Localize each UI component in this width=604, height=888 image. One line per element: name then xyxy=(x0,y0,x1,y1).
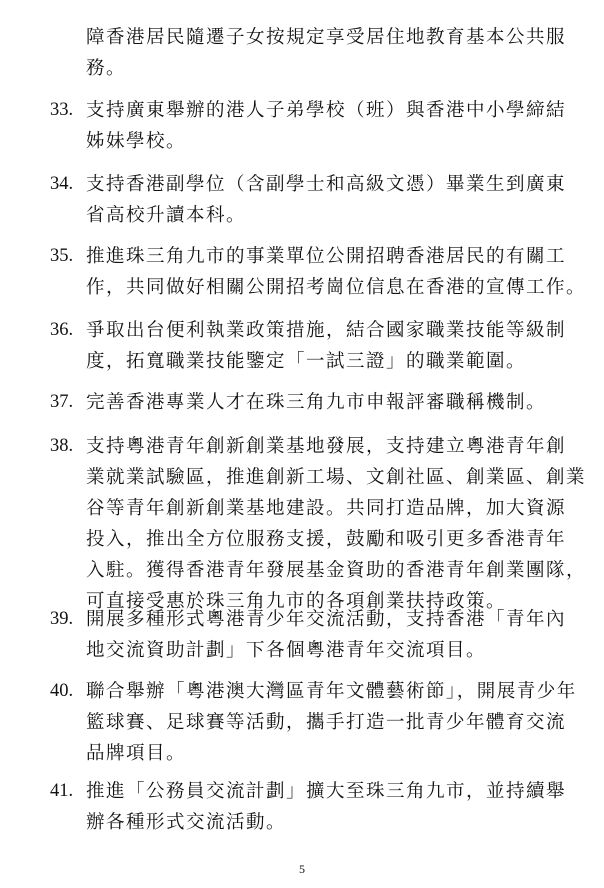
text-line: 度，拓寬職業技能鑒定「一試三證」的職業範圍。 xyxy=(86,351,527,372)
text-line: 品牌項目。 xyxy=(86,743,187,764)
continued-paragraph xyxy=(86,22,574,84)
text-line: 谷等青年創新創業基地建設。共同打造品牌，加大資源 xyxy=(86,498,567,519)
text-line: 地交流資助計劃」下各個粵港青年交流項目。 xyxy=(86,640,487,661)
item-text xyxy=(86,604,574,666)
text-line: 省高校升讀本科。 xyxy=(86,205,247,226)
list-item-34 xyxy=(50,169,580,231)
item-text xyxy=(86,431,587,617)
item-text xyxy=(86,387,574,418)
text-line: 支持粵港青年創新創業基地發展，支持建立粵港青年創 xyxy=(86,436,567,457)
text-line: 投入，推出全方位服務支援，鼓勵和吸引更多香港青年 xyxy=(86,529,567,550)
text-line: 業就業試驗區，推進創新工場、文創社區、創業區、創業 xyxy=(86,467,587,488)
item-number: 33. xyxy=(50,100,74,120)
list-item-36 xyxy=(50,315,580,377)
list-item-41 xyxy=(50,776,580,838)
text-line: 入駐。獲得香港青年發展基金資助的香港青年創業團隊， xyxy=(86,560,587,581)
list-item-35 xyxy=(50,241,587,303)
text-line: 姊妹學校。 xyxy=(86,131,187,152)
text-line: 辦各種形式交流活動。 xyxy=(86,812,287,833)
text-line: 爭取出台便利執業政策措施，結合國家職業技能等級制 xyxy=(86,320,567,341)
item-text xyxy=(86,776,574,838)
text-line: 推進「公務員交流計劃」擴大至珠三角九市，並持續舉 xyxy=(86,781,567,802)
item-number: 35. xyxy=(50,246,74,266)
item-text xyxy=(86,95,574,157)
item-text xyxy=(86,676,577,769)
item-text xyxy=(86,169,574,231)
text-line: 支持廣東舉辦的港人子弟學校（班）與香港中小學締結 xyxy=(86,100,567,121)
item-number: 34. xyxy=(50,174,74,194)
text-line: 可直接受惠於珠三角九市的各項創業扶持政策。 xyxy=(86,591,507,612)
text-line: 務。 xyxy=(86,58,127,79)
text-line: 障香港居民隨遷子女按規定享受居住地教育基本公共服 xyxy=(86,27,567,48)
text-line: 推進珠三角九市的事業單位公開招聘香港居民的有關工 xyxy=(86,246,567,267)
text-line: 開展多種形式粵港青少年交流活動，支持香港「青年內 xyxy=(86,609,567,630)
item-number: 39. xyxy=(50,609,74,629)
list-item-40 xyxy=(50,676,580,769)
item-number: 37. xyxy=(50,392,74,412)
list-item-37 xyxy=(50,387,580,418)
item-number: 38. xyxy=(50,436,74,456)
text-line: 完善香港專業人才在珠三角九市申報評審職稱機制。 xyxy=(86,392,547,413)
list-item-33 xyxy=(50,95,580,157)
list-item-39 xyxy=(50,604,580,666)
item-number: 40. xyxy=(50,681,74,701)
list-item-38 xyxy=(50,431,587,617)
item-number: 36. xyxy=(50,320,74,340)
text-line: 籃球賽、足球賽等活動，攜手打造一批青少年體育交流 xyxy=(86,712,567,733)
text-line: 聯合舉辦「粵港澳大灣區青年文體藝術節」，開展青少年 xyxy=(86,681,577,702)
text-line: 作，共同做好相關公開招考崗位信息在香港的宣傳工作。 xyxy=(86,277,587,298)
page-number: 5 xyxy=(299,862,305,876)
text-line: 支持香港副學位（含副學士和高級文憑）畢業生到廣東 xyxy=(86,174,567,195)
item-number: 41. xyxy=(50,781,74,801)
item-text xyxy=(86,241,587,303)
item-text xyxy=(86,315,574,377)
